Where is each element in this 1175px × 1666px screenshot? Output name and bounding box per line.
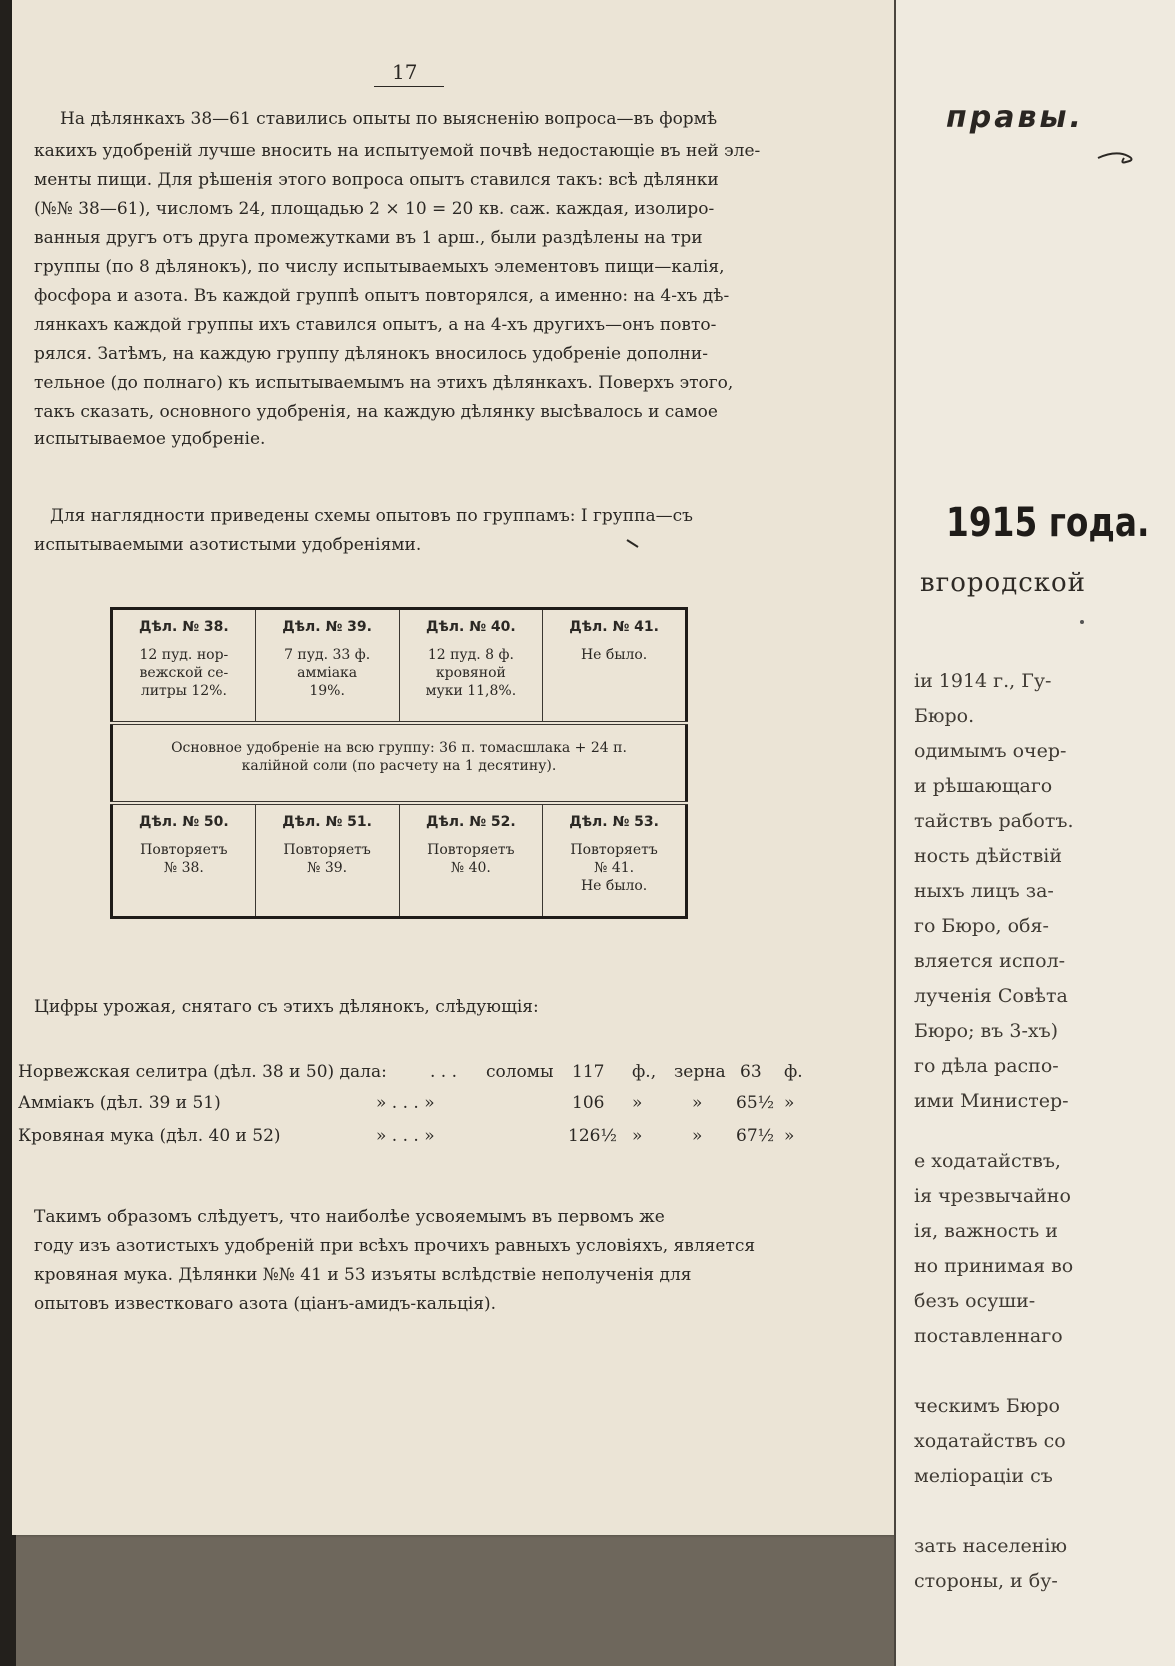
unit: ф. xyxy=(784,1062,803,1082)
text-line: ими Министер- xyxy=(914,1090,1069,1112)
yield-label: Кровяная мука (дѣл. 40 и 52) xyxy=(18,1126,281,1146)
yield-intro: Цифры урожая, снятаго съ этихъ дѣлянокъ, слѣдующія: xyxy=(34,997,539,1017)
plot-label: Дѣл. № 52. xyxy=(426,813,516,830)
grain-word: » xyxy=(692,1093,703,1113)
text-line: е ходатайствъ, xyxy=(914,1150,1061,1172)
cell-line: муки 11,8%. xyxy=(425,683,517,699)
grain-word: зерна xyxy=(674,1062,726,1082)
text-line: безъ осуши- xyxy=(914,1290,1036,1312)
text-line: Бюро; въ 3-хъ) xyxy=(914,1020,1059,1042)
scheme-cell xyxy=(255,609,399,724)
cell-line: кровяной xyxy=(435,665,506,681)
grain-value: 67½ xyxy=(736,1126,775,1146)
yield-dots: » . . . » xyxy=(376,1126,435,1146)
cell-line: № 39. xyxy=(307,859,348,876)
flourish-ornament xyxy=(1096,148,1136,168)
cell-line: амміака xyxy=(297,665,358,681)
text-line: году изъ азотистыхъ удобреній при всѣхъ прочихъ равныхъ условіяхъ, является xyxy=(34,1236,756,1256)
pencil-mark xyxy=(626,538,640,548)
text-line: іи 1914 г., Гу- xyxy=(914,670,1052,692)
text-line: испытываемое удобреніе. xyxy=(34,429,266,449)
straw-value: 117 xyxy=(572,1062,605,1082)
plot-label: Дѣл. № 39. xyxy=(282,619,372,635)
dot-mark xyxy=(1080,620,1084,624)
right-year-heading: 1915 года. xyxy=(946,500,1150,546)
unit: ф., xyxy=(632,1062,657,1082)
right-heading: правы. xyxy=(946,100,1084,135)
plot-label: Дѣл. № 41. xyxy=(569,619,659,635)
cell-line: Повторяетъ xyxy=(283,841,371,858)
cell-line: Не было. xyxy=(580,877,648,894)
plot-label: Дѣл. № 51. xyxy=(282,813,372,830)
unit: » xyxy=(784,1126,795,1146)
cell-line: 19%. xyxy=(309,683,345,699)
cell-line: литры 12%. xyxy=(140,683,227,699)
text-line: какихъ удобреній лучше вносить на испытуемой почвѣ недостающіе въ ней эле- xyxy=(34,141,761,161)
text-line: лученія Совѣта xyxy=(914,985,1068,1007)
scheme-cell xyxy=(112,803,256,918)
cell-line: Повторяетъ xyxy=(140,841,228,858)
scheme-cell xyxy=(399,803,543,918)
text-line: тельное (до полнаго) къ испытываемымъ на этихъ дѣлянкахъ. Поверхъ этого, xyxy=(34,373,734,393)
cell-line: № 41. xyxy=(594,859,635,876)
cell-line: 12 пуд. нор- xyxy=(139,647,229,663)
scheme-row-repeat xyxy=(112,803,687,918)
text-line: го дѣла распо- xyxy=(914,1055,1059,1077)
page-number-rule xyxy=(374,86,444,87)
text-line: кровяная мука. Дѣлянки №№ 41 и 53 изъяты вслѣдствіе неполученія для xyxy=(34,1265,692,1285)
cell-line: Повторяетъ xyxy=(570,841,658,858)
yield-dots: . . . xyxy=(430,1062,458,1082)
text-line: рялся. Затѣмъ, на каждую группу дѣлянокъ вносилось удобреніе дополни- xyxy=(34,344,708,364)
text-line: ія, важность и xyxy=(914,1220,1058,1242)
text-line: фосфора и азота. Въ каждой группѣ опытъ повторялся, а именно: на 4-хъ дѣ- xyxy=(34,286,730,306)
cell-line: Не было. xyxy=(580,647,648,663)
cell-line: № 40. xyxy=(450,859,491,876)
cell-line: 12 пуд. 8 ф. xyxy=(427,647,514,663)
scheme-cell xyxy=(255,803,399,918)
text-line: вляется испол- xyxy=(914,950,1066,972)
scheme-row-experiment xyxy=(112,609,687,724)
text-line: На дѣлянкахъ 38—61 ставились опыты по выясненію вопроса—въ формѣ xyxy=(60,109,718,129)
text-line: меліораціи съ xyxy=(914,1465,1053,1487)
base-fertilizer-cell xyxy=(112,723,687,803)
grain-word: » xyxy=(692,1126,703,1146)
grain-value: 65½ xyxy=(736,1093,775,1113)
straw-value: 106 xyxy=(572,1093,605,1113)
text-line: стороны, и бу- xyxy=(914,1570,1058,1592)
text-line: ческимъ Бюро xyxy=(914,1395,1060,1417)
plot-label: Дѣл. № 53. xyxy=(569,813,659,830)
text-line: но принимая во xyxy=(914,1255,1074,1277)
text-line: Такимъ образомъ слѣдуетъ, что наиболѣе усвояемымъ въ первомъ же xyxy=(34,1207,665,1227)
text-line: тайствъ работъ. xyxy=(914,810,1074,832)
cell-line: № 38. xyxy=(163,859,204,876)
right-subheading: вгородской xyxy=(920,568,1087,598)
experiment-scheme-table xyxy=(110,607,688,919)
yield-dots: » . . . » xyxy=(376,1093,435,1113)
yield-label: Амміакъ (дѣл. 39 и 51) xyxy=(18,1093,221,1113)
unit: » xyxy=(784,1093,795,1113)
text-line: и рѣшающаго xyxy=(914,775,1053,797)
straw-word: соломы xyxy=(486,1062,554,1082)
scheme-cell xyxy=(543,803,687,918)
scheme-cell xyxy=(112,609,256,724)
text-line: группы (по 8 дѣлянокъ), по числу испытываемыхъ элементовъ пищи—калія, xyxy=(34,257,725,277)
text-line: ность дѣйствій xyxy=(914,845,1063,867)
text-line: поставленнаго xyxy=(914,1325,1063,1347)
unit: » xyxy=(632,1093,643,1113)
cell-line: калійной соли (по расчету на 1 десятину). xyxy=(241,758,557,775)
cell-line: вежской се- xyxy=(139,665,229,681)
text-line: го Бюро, обя- xyxy=(914,915,1049,937)
text-line: зать населенію xyxy=(914,1535,1068,1557)
right-page-fragment xyxy=(894,0,1175,1666)
text-line: ванныя другъ отъ друга промежутками въ 1 арш., были раздѣлены на три xyxy=(34,228,703,248)
page-number: 17 xyxy=(392,60,418,84)
scheme-cell xyxy=(399,609,543,724)
text-line: испытываемыми азотистыми удобреніями. xyxy=(34,535,422,555)
text-line: (№№ 38—61), числомъ 24, площадью 2 × 10 = 20 кв. саж. каждая, изолиро- xyxy=(34,199,715,219)
straw-value: 126½ xyxy=(568,1126,617,1146)
plot-label: Дѣл. № 38. xyxy=(139,619,229,635)
text-line: опытовъ известковаго азота (ціанъ-амидъ-кальція). xyxy=(34,1294,497,1314)
text-line: ныхъ лицъ за- xyxy=(914,880,1054,902)
cell-line: Основное удобреніе на всю группу: 36 п. томасшлака + 24 п. xyxy=(171,740,627,757)
text-line: Для наглядности приведены схемы опытовъ по группамъ: I группа—съ xyxy=(50,506,693,526)
yield-label: Норвежская селитра (дѣл. 38 и 50) дала: xyxy=(18,1062,387,1082)
unit: » xyxy=(632,1126,643,1146)
text-line: одимымъ очер- xyxy=(914,740,1067,762)
grain-value: 63 xyxy=(740,1062,762,1082)
cell-line: 7 пуд. 33 ф. xyxy=(284,647,371,663)
text-line: менты пищи. Для рѣшенія этого вопроса опытъ ставился такъ: всѣ дѣлянки xyxy=(34,170,719,190)
plot-label: Дѣл. № 40. xyxy=(426,619,516,635)
scheme-row-base-fertilizer xyxy=(112,723,687,803)
text-line: лянкахъ каждой группы ихъ ставился опытъ, а на 4-хъ другихъ—онъ повто- xyxy=(34,315,717,335)
plot-label: Дѣл. № 50. xyxy=(139,813,229,830)
cell-line: Повторяетъ xyxy=(427,841,515,858)
left-page xyxy=(12,0,894,1535)
text-line: ія чрезвычайно xyxy=(914,1185,1071,1207)
text-line: такъ сказать, основного удобренія, на каждую дѣлянку высѣвалось и самое xyxy=(34,402,718,422)
text-line: ходатайствъ со xyxy=(914,1430,1066,1452)
scheme-cell xyxy=(543,609,687,724)
text-line: Бюро. xyxy=(914,705,975,727)
